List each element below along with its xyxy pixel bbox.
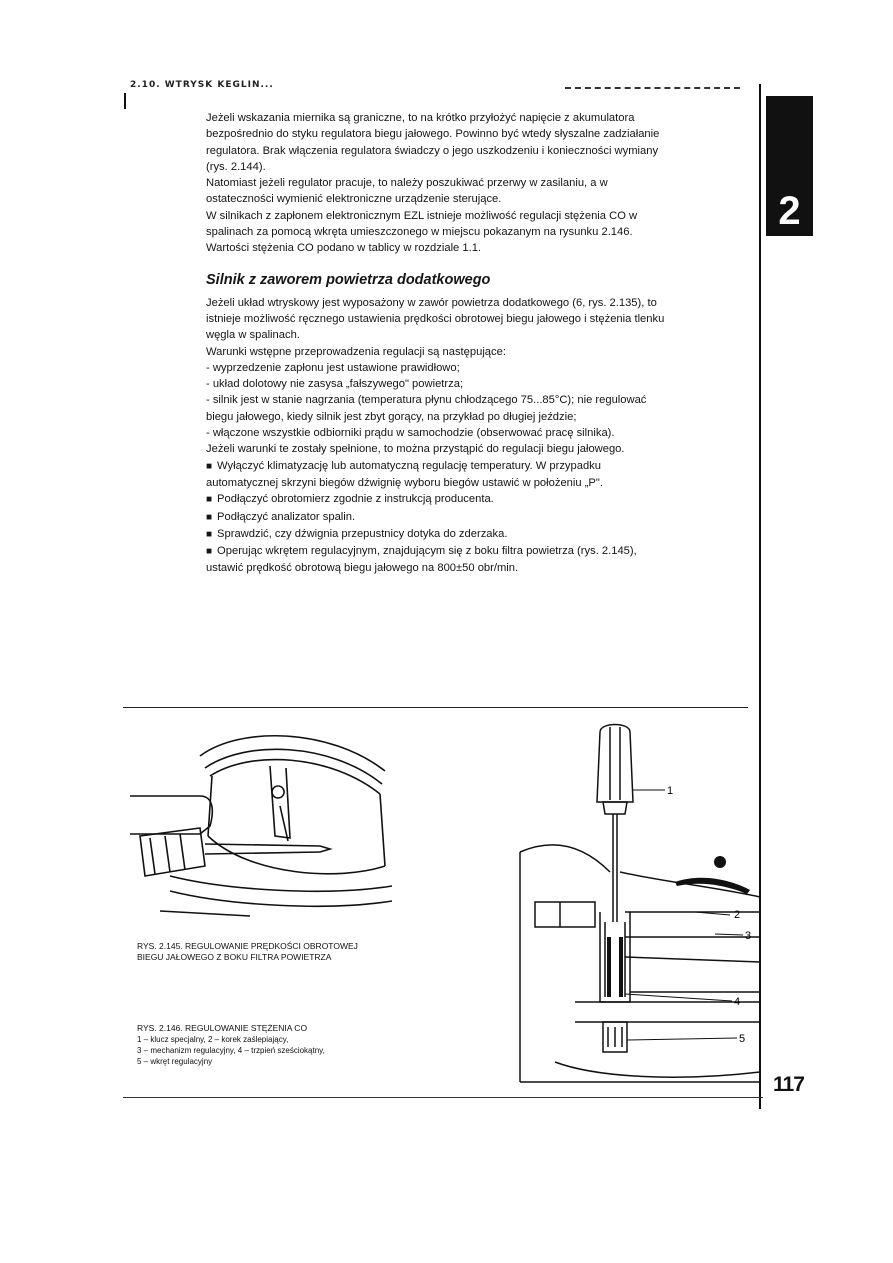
figure-divider-top [123,707,748,708]
callout-5: 5 [739,1033,746,1045]
step-item: ■ Sprawdzić, czy dźwignia przepustnicy dotyka do zderzaka. [206,526,671,543]
figure-2-145-caption [137,941,387,963]
body-text [206,110,671,577]
paragraph: Jeżeli układ wtryskowy jest wyposażony w zawór powietrza dodatkowego (6, rys. 2.135), to istnieje możliwość ręcznego ustawienia prędkości obrotowej biegu jałowego i stężenia tlenku węgla w spalinach. [206,296,665,342]
paragraph: Jeżeli wskazania miernika są graniczne, to na krótko przyłożyć napięcie z akumulatora bezpośrednio do styku regulatora biegu jałowego. Powinno być wtedy słyszalne zadziałanie regulatora. Brak włączenia regulatora świadczy o jego uszkodzeniu i konieczności wymiany (rys. 2.144). [206,112,660,173]
header-left-rule [124,93,126,109]
condition-item: - układ dolotowy nie zasysa „fałszywego" powietrza; [206,378,464,391]
caption-legend-line: 3 – mechanizm regulacyjny, 4 – trzpień sześciokątny, [137,1046,325,1055]
paragraph: Natomiast jeżeli regulator pracuje, to należy poszukiwać przerwy w zasilaniu, a w ostateczności wymienić elektroniczne urządzenie sterujące. [206,177,608,206]
callout-2: 2 [734,909,741,921]
condition-item: - wyprzedzenie zapłonu jest ustawione prawidłowo; [206,361,460,374]
page-number: 117 [773,1073,804,1096]
step-item: ■ Wyłączyć klimatyzację lub automatyczną regulację temperatury. W przypadku automatycznej skrzyni biegów dźwignię wyboru biegów ustawić w położeniu „P". [206,458,671,492]
callout-4: 4 [734,996,741,1008]
section-heading: Silnik z zaworem powietrza dodatkowego [206,271,491,288]
chapter-tab [766,96,813,236]
figure-2-146-illustration [515,722,760,1087]
paragraph: Jeżeli warunki te zostały spełnione, to można przystąpić do regulacji biegu jałowego. [206,443,625,456]
step-item: ■ Podłączyć obrotomierz zgodnie z instrukcją producenta. [206,491,671,508]
step-item: ■ Podłączyć analizator spalin. [206,509,671,526]
step-item: ■ Operując wkrętem regulacyjnym, znajdującym się z boku filtra powietrza (rys. 2.145), ustawić prędkość obrotową biegu jałowego na 800±50 obr/min. [206,543,671,577]
caption-line: RYS. 2.145. REGULOWANIE PRĘDKOŚCI OBROTOWEJ [137,941,358,951]
condition-item: - silnik jest w stanie nagrzania (temperatura płynu chłodzącego 75...85°C); nie regulować biegu jałowego, kiedy silnik jest zbyt gorący, na przykład po długiej jeździe; [206,394,647,423]
callout-3: 3 [745,930,752,942]
caption-title: RYS. 2.146. REGULOWANIE STĘŻENIA CO [137,1023,308,1033]
figure-2-146-caption [137,1023,387,1067]
header-dashed-rule [565,87,740,89]
caption-legend-line: 1 – klucz specjalny, 2 – korek zaślepiający, [137,1035,289,1044]
figure-2-145-illustration [130,716,392,941]
footer-divider [123,1097,763,1098]
caption-line: BIEGU JAŁOWEGO Z BOKU FILTRA POWIETRZA [137,952,332,962]
running-header: 2.10. WTRYSK KEGLIN... [130,80,274,90]
condition-item: - włączone wszystkie odbiorniki prądu w samochodzie (obserwować pracę silnika). [206,427,615,440]
paragraph: W silnikach z zapłonem elektronicznym EZL istnieje możliwość regulacji stężenia CO w spalinach za pomocą wkręta umieszczonego w miejscu pokazanym na rysunku 2.146. Wartości stężenia CO podano w tablicy w rozdziale 1.1. [206,209,638,255]
chapter-number: 2 [778,189,801,233]
callout-1: 1 [667,785,674,797]
caption-legend-line: 5 – wkręt regulacyjny [137,1057,213,1066]
conditions-intro: Warunki wstępne przeprowadzenia regulacji są następujące: [206,345,506,358]
